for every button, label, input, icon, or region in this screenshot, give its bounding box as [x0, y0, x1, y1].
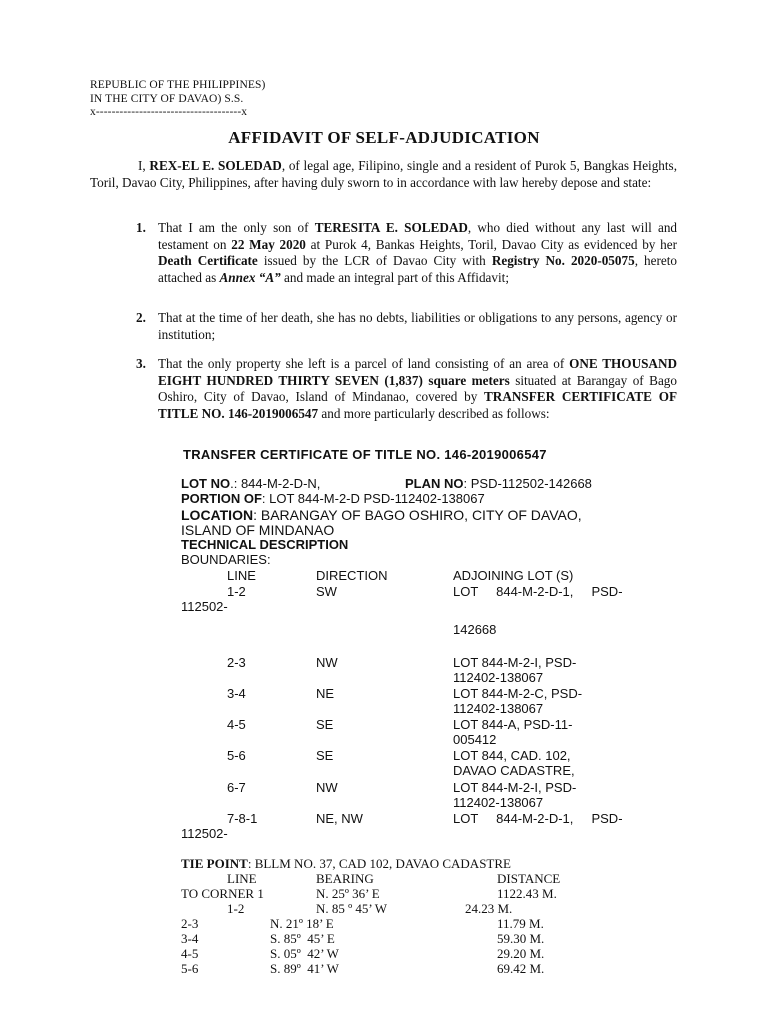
tie-row-distance: 59.30 M. — [497, 931, 545, 946]
tie-row-distance: 29.20 M. — [497, 946, 545, 961]
table-row-direction: SE — [316, 748, 334, 763]
tie-row-distance: 69.42 M. — [497, 961, 545, 976]
lot-no-value: .: 844-M-2-D-N, — [230, 476, 321, 491]
item-text — [158, 220, 677, 286]
item3-text-d: and more particularly described as follows: — [318, 405, 550, 421]
table-row-line: 6-7 — [227, 780, 246, 795]
death-date: 22 May 2020 — [231, 236, 306, 252]
intro-paragraph — [90, 158, 677, 191]
tie-row-bearing: S. 05º 42’ W — [270, 946, 339, 961]
document-title: AFFIDAVIT OF SELF-ADJUDICATION — [228, 128, 540, 147]
item-number: 1. — [136, 220, 146, 235]
table-row-line: 7-8-1 — [227, 811, 258, 826]
land-area: ONE THOUSAND EIGHT HUNDRED THIRTY SEVEN (1,837) square meters — [158, 356, 677, 388]
item-text — [158, 356, 677, 422]
item1-text-f: , hereto attached as — [158, 253, 677, 285]
table-row-line: 4-5 — [227, 717, 246, 732]
table-row-direction: SW — [316, 584, 337, 599]
tie-row-bearing: S. 89º 41’ W — [270, 961, 339, 976]
tie-row-bearing: S. 85º 45’ E — [270, 931, 335, 946]
item-number: 3. — [136, 356, 146, 371]
tie-row-bearing: N. 85 º 45’ W — [316, 901, 388, 916]
table-row-line: 2-3 — [227, 655, 246, 670]
item1-text-a: That I am the only son of — [158, 220, 315, 235]
item3-text-a: That the only property she left is a parcel of land consisting of an area of — [158, 356, 570, 371]
header-republic: REPUBLIC OF THE PHILIPPINES) — [90, 79, 266, 91]
tie-point — [181, 856, 511, 872]
plan-no-label: PLAN NO — [405, 476, 464, 491]
location-cont: ISLAND OF MINDANAO — [181, 522, 335, 538]
table-row-line: 5-6 — [227, 748, 246, 763]
table-row-adjoining-cont: 005412 — [453, 732, 497, 747]
table-row-wrap: 112502- — [181, 599, 228, 614]
registry-number: Registry No. 2020-05075 — [491, 253, 635, 268]
tie-row-bearing: N. 21º 18’ E — [270, 916, 334, 931]
table-row-wrap: 112502- — [181, 826, 228, 841]
table-row-adjoining: LOT 844-M-2-D-1, PSD- — [453, 811, 623, 826]
item-number: 2. — [136, 310, 146, 325]
table-row-line: 1-2 — [227, 584, 246, 599]
tie-row-line: 4-5 — [181, 946, 199, 961]
table-row-direction: NE — [316, 686, 335, 701]
lot-no — [181, 476, 320, 492]
tie-row-line: 3-4 — [181, 931, 199, 946]
col-adjoining-header: ADJOINING LOT (S) — [453, 568, 574, 583]
tie-col-distance-header: DISTANCE — [497, 871, 561, 886]
intro-rest: , of legal age, Filipino, single and a resident of Purok 5, Bangkas Heights, Toril, Davao City, Philippines, after having duly sworn to in accordance with law hereby depose and state: — [90, 158, 677, 190]
boundaries-label: BOUNDARIES: — [181, 552, 271, 567]
item1-text-c: , who died without any last will and testament on — [158, 220, 678, 252]
plan-no-value: : PSD-112502-142668 — [463, 476, 592, 491]
table-row-line: 3-4 — [227, 686, 246, 701]
intro-i: I, — [138, 158, 150, 173]
portion-label: PORTION OF — [181, 491, 262, 506]
item3-text-c: situated at Barangay of Bago Oshiro, City of Davao, Island of Mindanao, covered by — [158, 372, 677, 404]
table-row-direction: NW — [316, 780, 338, 795]
portion-of — [181, 491, 485, 507]
tie-point-label: TIE POINT — [181, 856, 248, 871]
table-row-adjoining: LOT 844-M-2-C, PSD- — [453, 686, 583, 701]
tie-row-line: 2-3 — [181, 916, 199, 931]
annex-label: Annex “A” — [219, 269, 281, 285]
death-certificate-label: Death Certificate — [158, 253, 258, 268]
tie-col-line-header: LINE — [227, 871, 257, 886]
item1-text-d: at Purok 4, Bankas Heights, Toril, Davao City as evidenced by her — [305, 236, 677, 252]
tie-row-line: 1-2 — [227, 901, 245, 916]
table-row-adjoining: LOT 844-M-2-I, PSD- — [453, 655, 577, 670]
col-line-header: LINE — [227, 568, 256, 583]
technical-description: TECHNICAL DESCRIPTION — [181, 537, 349, 552]
tie-row-distance: 11.79 M. — [497, 916, 544, 931]
plan-no — [405, 476, 592, 492]
item1-text-g: and made an integral part of this Affidavit; — [280, 269, 509, 285]
table-row-direction: SE — [316, 717, 334, 732]
title-number: TRANSFER CERTIFICATE OF TITLE NO. 146-2019006547 — [158, 389, 678, 421]
tie-row-distance: 24.23 M. — [465, 901, 513, 916]
location — [181, 507, 582, 523]
item-text: That at the time of her death, she has no debts, liabilities or obligations to any persons, agency or institution; — [158, 310, 677, 342]
affiant-name: REX-EL E. SOLEDAD — [149, 158, 282, 173]
table-row-adjoining: LOT 844, CAD. 102, — [453, 748, 571, 763]
table-row-adjoining-cont: 142668 — [453, 622, 497, 637]
tie-corner-distance: 1122.43 M. — [497, 886, 557, 901]
tie-col-bearing-header: BEARING — [316, 871, 374, 886]
table-row-adjoining: LOT 844-M-2-D-1, PSD- — [453, 584, 623, 599]
item1-text-e: issued by the LCR of Davao City with — [257, 253, 492, 268]
table-row-adjoining-cont: DAVAO CADASTRE, — [453, 763, 575, 778]
tct-heading: TRANSFER CERTIFICATE OF TITLE NO. 146-2019006547 — [183, 447, 547, 462]
table-row-direction: NE, NW — [316, 811, 363, 826]
tie-corner-bearing: N. 25º 36’ E — [316, 886, 380, 901]
tie-row-line: 5-6 — [181, 961, 199, 976]
tie-corner-line: TO CORNER 1 — [181, 886, 264, 901]
table-row-adjoining-cont: 112402-138067 — [453, 670, 544, 685]
location-value: : BARANGAY OF BAGO OSHIRO, CITY OF DAVAO, — [253, 507, 582, 523]
table-row-direction: NW — [316, 655, 338, 670]
location-label: LOCATION — [181, 507, 254, 523]
portion-value: : LOT 844-M-2-D PSD-112402-138067 — [261, 491, 485, 506]
table-row-adjoining: LOT 844-M-2-I, PSD- — [453, 780, 577, 795]
header-divider: x-------------------------------------x — [90, 106, 248, 118]
table-row-adjoining-cont: 112402-138067 — [453, 795, 544, 810]
deceased-name: TERESITA E. SOLEDAD — [314, 220, 468, 235]
col-direction-header: DIRECTION — [316, 568, 388, 583]
tie-point-value: : BLLM NO. 37, CAD 102, DAVAO CADASTRE — [247, 856, 511, 871]
table-row-adjoining-cont: 112402-138067 — [453, 701, 544, 716]
header-city: IN THE CITY OF DAVAO) S.S. — [90, 93, 244, 105]
lot-no-label: LOT NO — [181, 476, 231, 491]
table-row-adjoining: LOT 844-A, PSD-11- — [453, 717, 573, 732]
